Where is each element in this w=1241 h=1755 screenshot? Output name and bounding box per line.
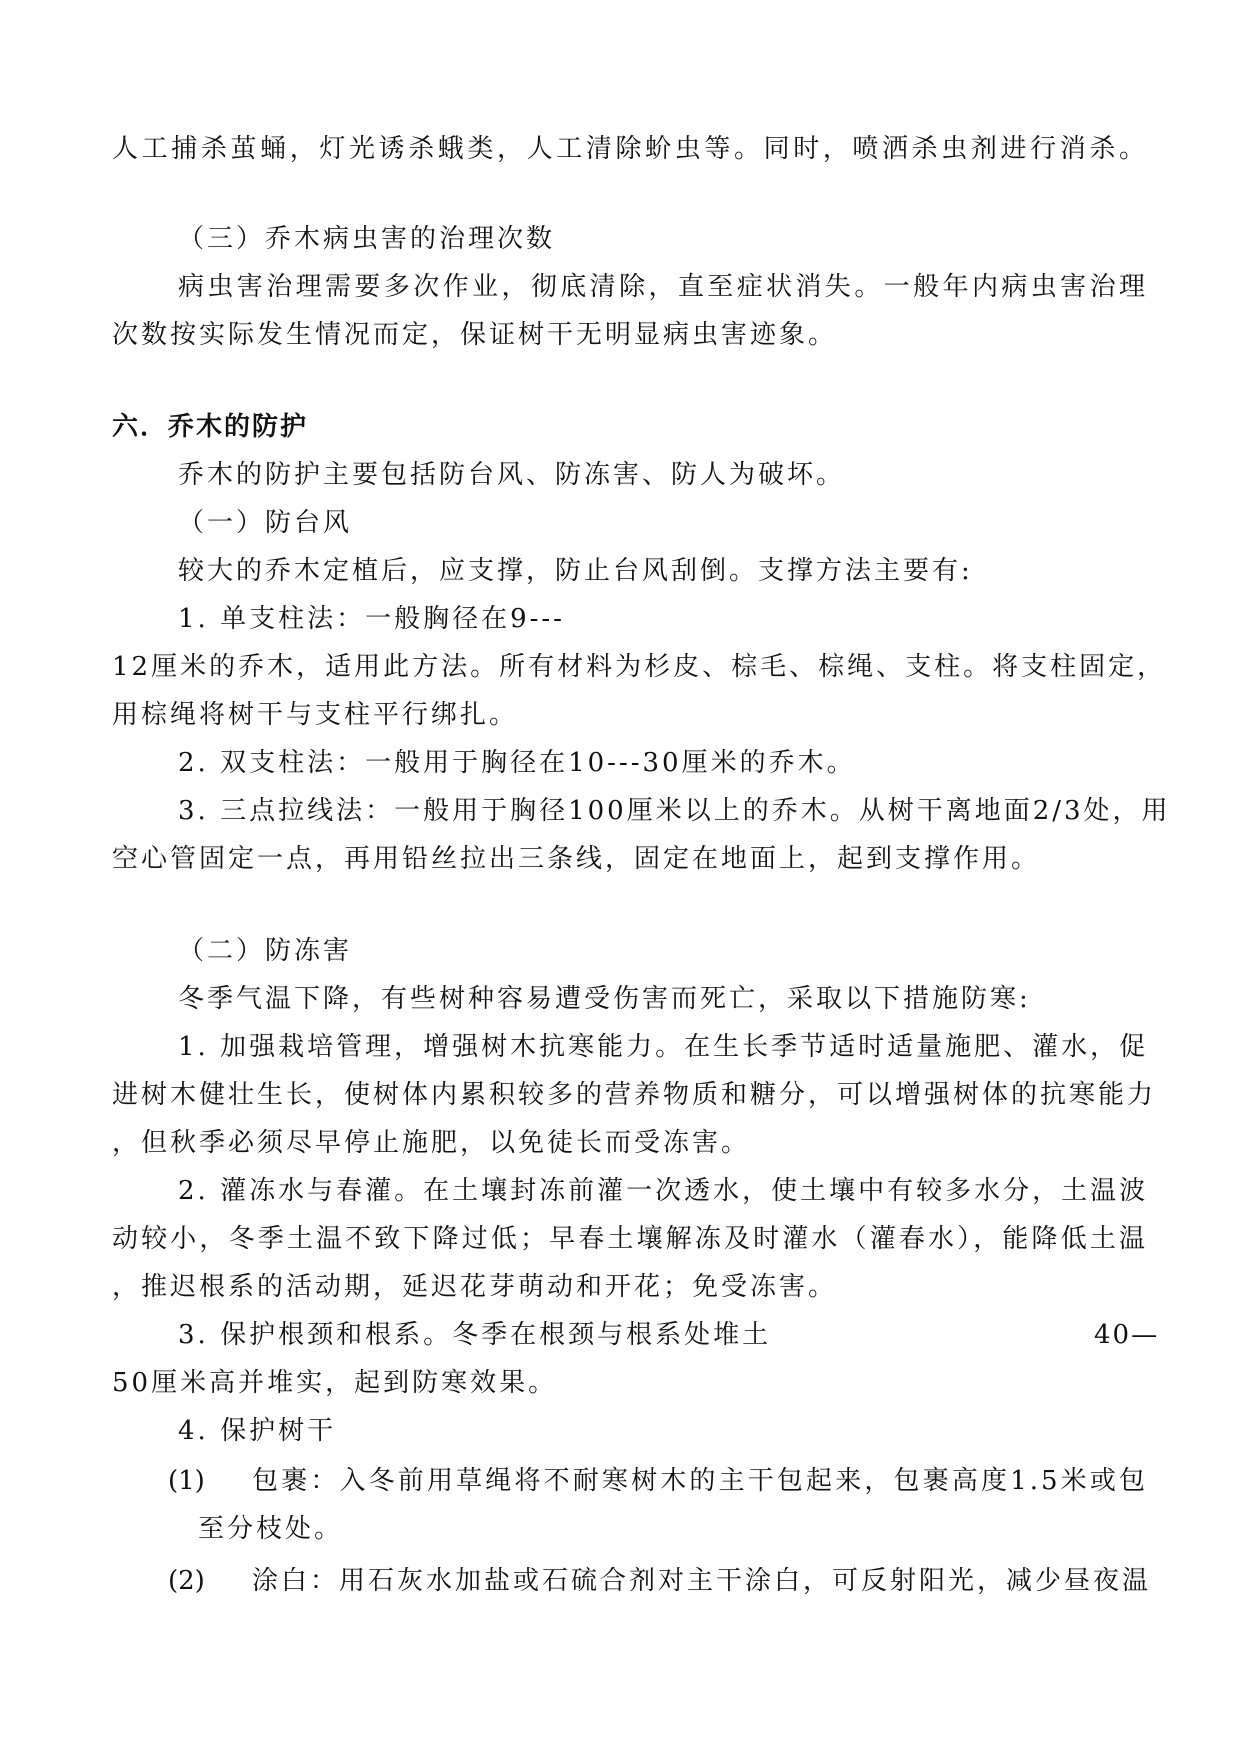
- list-item-line: 1. 加强栽培管理，增强树木抗寒能力。在生长季节适时适量施肥、灌水，促: [178, 1032, 1149, 1062]
- list-item-line: 3. 三点拉线法：一般用于胸径100厘米以上的乔木。从树干离地面2/3处，用: [178, 796, 1171, 826]
- list-item-line: 2. 灌冻水与春灌。在土壤封冻前灌一次透水，使土壤中有较多水分，土温波: [178, 1176, 1149, 1206]
- list-item-line: 1. 单支柱法：一般胸径在9---: [178, 604, 565, 634]
- paragraph-line: 12厘米的乔木，适用此方法。所有材料为杉皮、棕毛、棕绳、支柱。将支柱固定，: [112, 652, 1167, 682]
- sub-list-item-line: 涂白：用石灰水加盐或石硫合剂对主干涂白，可反射阳光，减少昼夜温: [252, 1566, 1152, 1596]
- sub-list-number: (1): [168, 1466, 205, 1496]
- paragraph-line: 病虫害治理需要多次作业，彻底清除，直至症状消失。一般年内病虫害治理: [178, 272, 1148, 302]
- subsection-heading: （二）防冻害: [178, 936, 353, 966]
- list-item-line: 2. 双支柱法：一般用于胸径在10---30厘米的乔木。: [178, 748, 856, 778]
- paragraph-line: 用棕绳将树干与支柱平行绑扎。: [112, 700, 519, 730]
- paragraph-line: 冬季气温下降，有些树种容易遭受伤害而死亡，采取以下措施防寒:: [178, 984, 1031, 1014]
- subsection-heading: （一）防台风: [178, 508, 353, 538]
- paragraph-line: 空心管固定一点，再用铅丝拉出三条线，固定在地面上，起到支撑作用。: [112, 844, 1041, 874]
- section-heading: 六．乔木的防护: [112, 412, 309, 442]
- paragraph-line: 动较小，冬季土温不致下降过低；早春土壤解冻及时灌水（灌春水），能降低土温: [112, 1224, 1148, 1254]
- range-start-number: 40—: [1094, 1320, 1160, 1350]
- sub-list-item-line: 至分枝处。: [198, 1514, 344, 1544]
- paragraph-line: ，但秋季必须尽早停止施肥，以免徒长而受冻害。: [112, 1128, 751, 1158]
- paragraph-line: 次数按实际发生情况而定，保证树干无明显病虫害迹象。: [112, 320, 838, 350]
- paragraph-line: 50厘米高并堆实，起到防寒效果。: [112, 1368, 558, 1398]
- paragraph-line: 较大的乔木定植后，应支撑，防止台风刮倒。支撑方法主要有:: [178, 556, 973, 586]
- sub-list-number: (2): [168, 1566, 205, 1596]
- paragraph-line: ，推迟根系的活动期，延迟花芽萌动和开花；免受冻害。: [112, 1272, 838, 1302]
- sub-list-item-line: 包裹：入冬前用草绳将不耐寒树木的主干包起来，包裹高度1.5米或包: [252, 1466, 1148, 1496]
- list-item-line: 4. 保护树干: [178, 1416, 337, 1446]
- paragraph-line: 乔木的防护主要包括防台风、防冻害、防人为破坏。: [178, 460, 846, 490]
- list-item-line: 3. 保护根颈和根系。冬季在根颈与根系处堆土: [178, 1320, 772, 1350]
- subsection-heading: （三）乔木病虫害的治理次数: [178, 224, 556, 254]
- paragraph-line: 进树木健壮生长，使树体内累积较多的营养物质和糖分，可以增强树体的抗寒能力: [112, 1080, 1157, 1110]
- paragraph-line: 人工捕杀茧蛹，灯光诱杀蛾类，人工清除蚧虫等。同时，喷洒杀虫剂进行消杀。: [112, 134, 1148, 164]
